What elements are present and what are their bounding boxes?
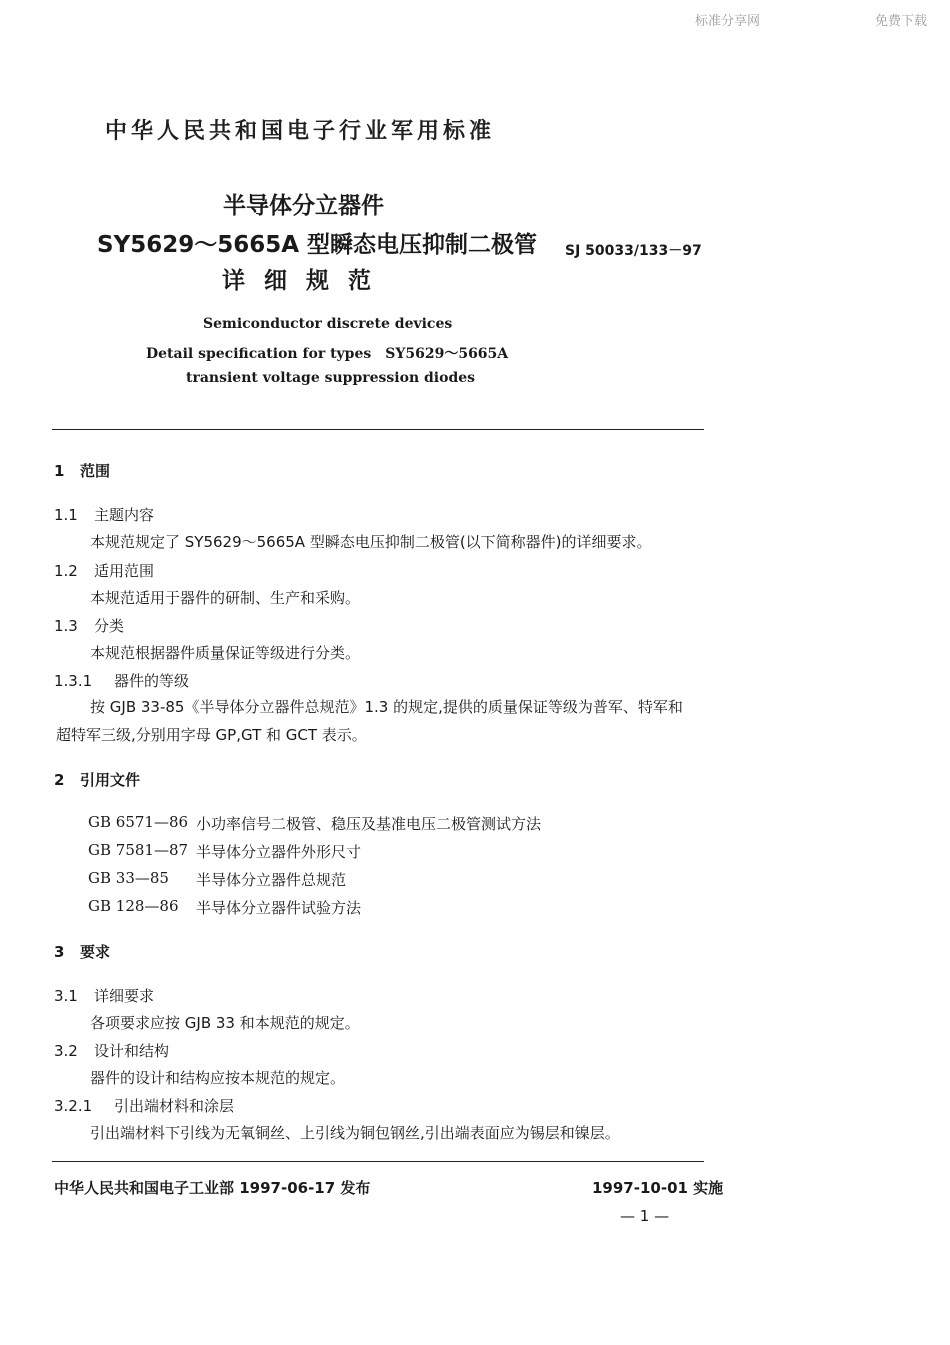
page-number: — 1 — [620,1207,670,1225]
watermark-right: 免费下载 [875,14,928,29]
reference-code: GB 33—85 [88,869,169,887]
english-title-line-2: Detail specification for types SY5629～5665A [146,346,509,362]
reference-title: 半导体分立器件外形尺寸 [196,843,362,861]
section-1-1-text: 本规范规定了 SY5629～5665A 型瞬态电压抑制二极管(以下简称器件)的详细要求。 [90,533,652,551]
section-1-2-text: 本规范适用于器件的研制、生产和采购。 [90,589,361,607]
reference-code: GB 7581—87 [88,841,189,859]
section-1-2-heading: 1.2 适用范围 [54,562,155,580]
header-divider [52,429,704,430]
section-1-3-text: 本规范根据器件质量保证等级进行分类。 [90,644,361,662]
section-1-3-1-heading: 1.3.1 器件的等级 [54,672,190,690]
section-1-3-1-text-line-1: 按 GJB 33-85《半导体分立器件总规范》1.3 的规定,提供的质量保证等级为普军、特军和 [90,698,683,716]
section-3-2-1-heading: 3.2.1 引出端材料和涂层 [54,1097,235,1115]
section-3-heading: 3 要求 [54,943,111,961]
issued-date: 中华人民共和国电子工业部 1997-06-17 发布 [54,1179,371,1197]
effective-date: 1997-10-01 实施 [592,1179,724,1197]
footer-divider [52,1161,704,1162]
english-title-line-1: Semiconductor discrete devices [203,316,453,332]
section-3-2-1-text: 引出端材料下引线为无氧铜丝、上引线为铜包钢丝,引出端表面应为锡层和镍层。 [90,1124,620,1142]
section-1-heading: 1 范围 [54,462,111,480]
reference-title: 小功率信号二极管、稳压及基准电压二极管测试方法 [196,815,542,833]
section-3-1-text: 各项要求应按 GJB 33 和本规范的规定。 [90,1014,360,1032]
section-1-3-heading: 1.3 分类 [54,617,125,635]
section-3-2-text: 器件的设计和结构应按本规范的规定。 [90,1069,346,1087]
reference-title: 半导体分立器件试验方法 [196,899,362,917]
standard-code: SJ 50033/133－97 [565,243,702,259]
section-3-2-heading: 3.2 设计和结构 [54,1042,170,1060]
reference-code: GB 6571—86 [88,813,189,831]
watermark-left: 标准分享网 [695,14,761,29]
section-1-3-1-text-line-2: 超特军三级,分别用字母 GP,GT 和 GCT 表示。 [56,726,367,744]
section-3-1-heading: 3.1 详细要求 [54,987,155,1005]
section-2-heading: 2 引用文件 [54,771,141,789]
title-line-1: 半导体分立器件 [223,193,384,219]
english-title-line-3: transient voltage suppression diodes [186,370,476,386]
title-line-3: 详细规范 [222,268,390,294]
section-1-1-heading: 1.1 主题内容 [54,506,155,524]
title-line-2: SY5629～5665A 型瞬态电压抑制二极管 [97,232,538,258]
reference-code: GB 128—86 [88,897,179,915]
reference-title: 半导体分立器件总规范 [196,871,347,889]
standard-type-title: 中华人民共和国电子行业军用标准 [105,119,496,144]
